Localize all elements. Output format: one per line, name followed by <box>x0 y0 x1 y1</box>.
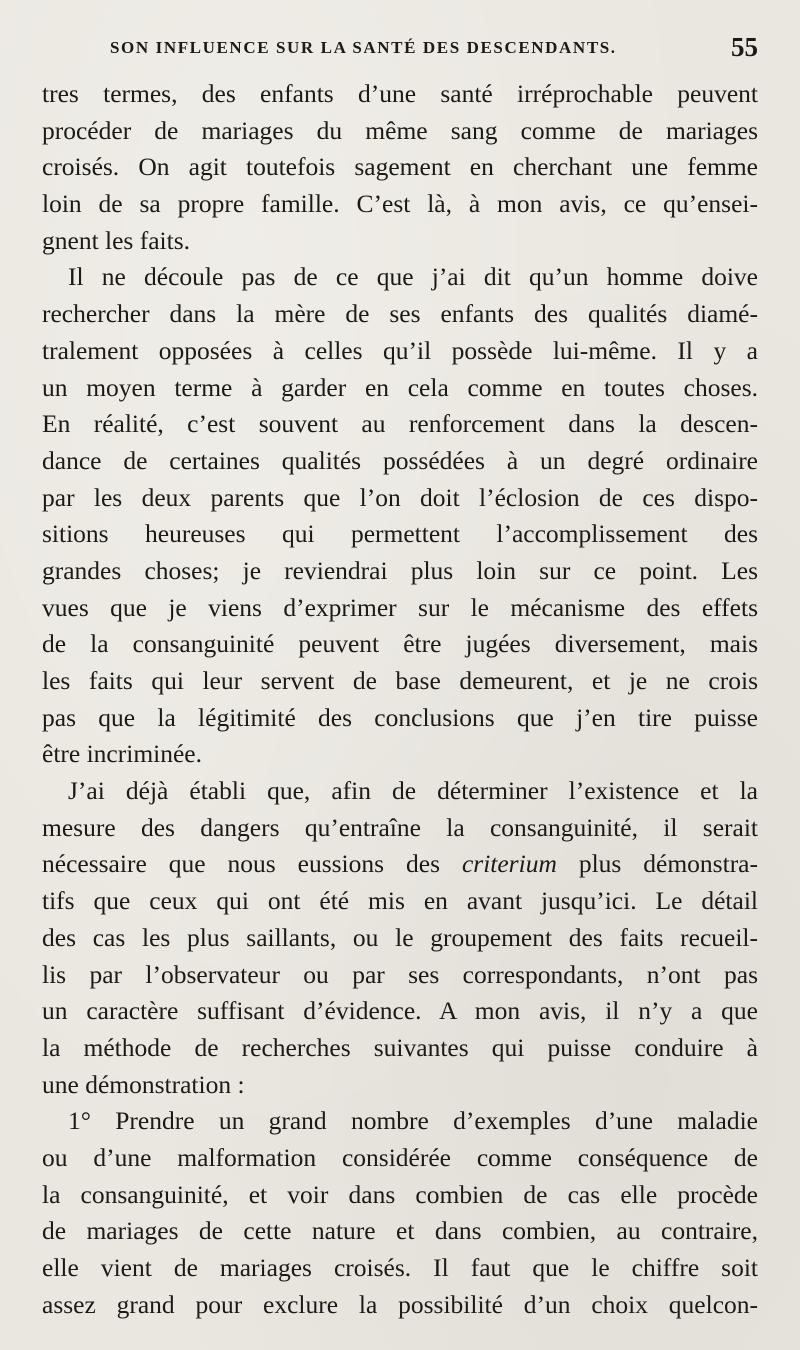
text-line: croisés. On agit toutefois sagement en cherchant une femme <box>42 152 758 182</box>
text-line: un moyen terme à garder en cela comme en toutes choses. <box>42 372 758 402</box>
text-line: gnent les faits. <box>42 225 191 255</box>
text-line: de mariages de cette nature et dans combien, au contraire, <box>42 1216 758 1246</box>
text-line: les faits qui leur servent de base demeurent, et je ne crois <box>42 666 758 695</box>
text-line: procéder de mariages du même sang comme de mariages <box>42 115 758 145</box>
text-line: la méthode de recherches suivantes qui puisse conduire à <box>42 1032 758 1062</box>
text-line: mesure des dangers qu’entraîne la consanguinité, il serait <box>42 812 758 842</box>
text-line: par les deux parents que l’on doit l’éclosion de ces dispo- <box>42 482 758 512</box>
text-line: En réalité, c’est souvent au renforcement dans la descen- <box>42 409 758 439</box>
text-line: la consanguinité, et voir dans combien de cas elle procède <box>42 1179 758 1209</box>
text-line: des cas les plus saillants, ou le groupement des faits recueil- <box>42 922 758 952</box>
text-line: J’ai déjà établi que, afin de déterminer l’existence et la <box>68 776 758 806</box>
text-line: une démonstration : <box>42 1069 245 1099</box>
running-title: SON INFLUENCE SUR LA SANTÉ DES DESCENDANTS. <box>110 38 617 57</box>
text-line: être incriminée. <box>42 739 202 769</box>
text-line: grandes choses; je reviendrai plus loin sur ce point. Les <box>42 555 758 585</box>
text-line: ou d’une malformation considérée comme conséquence de <box>42 1142 758 1172</box>
text-line: lis par l’observateur ou par ses correspondants, n’ont pas <box>42 959 758 989</box>
text-line: tres termes, des enfants d’une santé irréprochable peuvent <box>42 79 758 108</box>
text-line: vues que je viens d’exprimer sur le mécanisme des effets <box>42 592 758 622</box>
text-line: pas que la légitimité des conclusions que j’en tire puisse <box>42 702 758 732</box>
text-line: rechercher dans la mère de ses enfants des qualités diamé- <box>42 299 758 329</box>
text-line: tifs que ceux qui ont été mis en avant jusqu’ici. Le détail <box>42 886 758 916</box>
text-line: Il ne découle pas de ce que j’ai dit qu’un homme doive <box>68 262 758 292</box>
text-line: de la consanguinité peuvent être jugées diversement, mais <box>42 629 758 659</box>
text-line: loin de sa propre famille. C’est là, à mon avis, ce qu’ensei- <box>42 189 758 219</box>
text-line: tralement opposées à celles qu’il possède lui-même. Il y a <box>42 335 758 365</box>
text-line: elle vient de mariages croisés. Il faut que le chiffre soit <box>42 1253 758 1282</box>
text-line: dance de certaines qualités possédées à un degré ordinaire <box>42 445 758 475</box>
text-line: assez grand pour exclure la possibilité d’un choix quelcon- <box>42 1289 758 1319</box>
text-line: un caractère suffisant d’évidence. A mon avis, il n’y a que <box>42 996 758 1026</box>
page-header <box>110 32 758 66</box>
text-line: 1° Prendre un grand nombre d’exemples d’une maladie <box>68 1106 758 1136</box>
page-number: 55 <box>731 32 758 62</box>
text-line: sitions heureuses qui permettent l’accomplissement des <box>42 519 758 549</box>
body-text <box>42 76 758 1323</box>
text-line: nécessaire que nous eussions des criterium plus démonstra- <box>42 849 758 879</box>
